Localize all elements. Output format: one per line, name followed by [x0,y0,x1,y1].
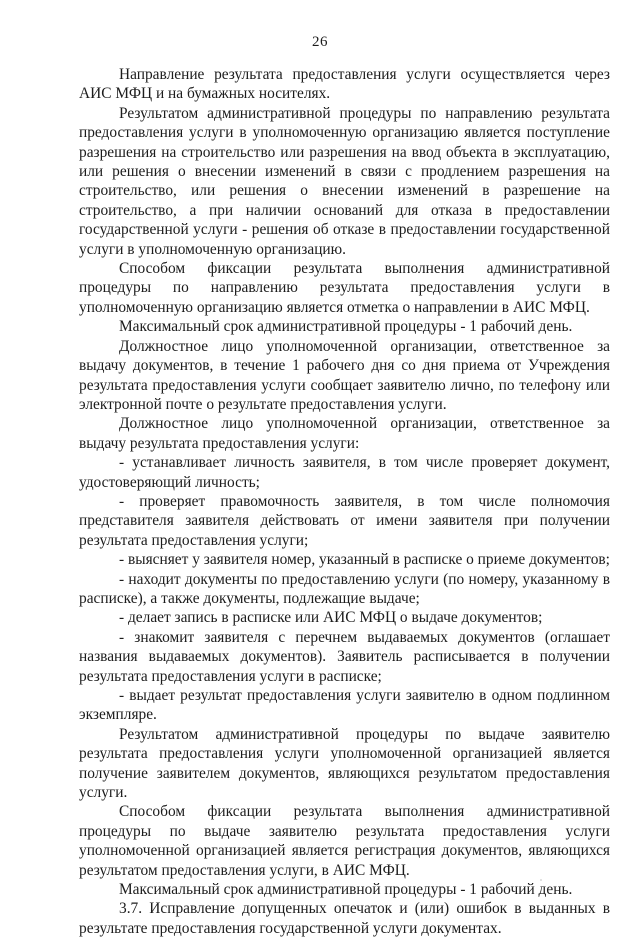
list-item-issue-result: - выдает результат предоставления услуги заявителю в одном подлинном экземпляре. [79,687,610,724]
list-item-receipt-number: - выясняет у заявителя номер, указанный в расписке о приеме документов; [119,551,610,569]
paragraph-issue-fixation: Способом фиксации результата выполнения административной процедуры по выдаче заявителю результата предоставления услуги уполномоченной организацией является регистрация документов, являющихся результатом предоставления услуги, в АИС МФЦ. [79,803,610,879]
paragraph-procedure-result: Результатом административной процедуры по направлению результата предоставления услуги в уполномоченную организацию является поступление разрешения на строительство или разрешения на ввод объекта в эксплуатацию, или решения о внесении изменений в связи с продлением разрешения на строительство, или решения о внесении изменений в разрешение на строительство, а при наличии оснований для отказа в предоставлении государственной услуги - решения об отказе в предоставлении государственной услуги в уполномоченную организацию. [79,104,610,258]
page-number: 26 [312,34,328,50]
paragraph-issue-result: Результатом административной процедуры по выдаче заявителю результата предоставления услуги уполномоченной организацией является получение заявителем документов, являющихся результатом предоставления услуги. [79,725,610,802]
list-item-present-list: - знакомит заявителя с перечнем выдаваемых документов (оглашает названия выдаваемых документов). Заявитель расписывается в получении результата предоставления услуги в расписке; [79,628,610,685]
paragraph-delivery-channel: Направление результата предоставления услуги осуществляется через АИС МФЦ и на бумажных носителях. [79,66,610,103]
scan-artifact [540,879,542,881]
paragraph-max-duration-2: Максимальный срок административной процедуры - 1 рабочий день. [119,881,573,899]
paragraph-official-notifies: Должностное лицо уполномоченной организации, ответственное за выдачу документов, в течение 1 рабочего дня со дня приема от Учреждения результата предоставления услуги сообщает заявителю лично, по телефону или электронной почте о результате предоставления услуги. [79,337,610,413]
paragraph-official-duties: Должностное лицо уполномоченной организации, ответственное за выдачу результата предоставления услуги: [79,415,610,452]
list-item-identify-applicant: - устанавливает личность заявителя, в том числе проверяет документ, удостоверяющий личность; [79,454,610,491]
section-heading-3-7: 3.7. Исправление допущенных опечаток и (или) ошибок в выданных в результате предоставления государственной услуги документах. [79,900,610,937]
list-item-find-documents: - находит документы по предоставлению услуги (по номеру, указанному в расписке), а также документы, подлежащие выдаче; [79,570,610,607]
list-item-check-authority: - проверяет правомочность заявителя, в том числе полномочия представителя заявителя действовать от имени заявителя при получении результата предоставления услуги; [79,492,610,549]
list-item-record-issue: - делает запись в расписке или АИС МФЦ о выдаче документов; [119,609,543,627]
paragraph-fixation-method: Способом фиксации результата выполнения административной процедуры по направлению результата предоставления услуги в уполномоченную организацию является отметка о направлении в АИС МФЦ. [79,260,610,316]
paragraph-max-duration: Максимальный срок административной процедуры - 1 рабочий день. [119,318,573,336]
document-body [79,65,610,938]
